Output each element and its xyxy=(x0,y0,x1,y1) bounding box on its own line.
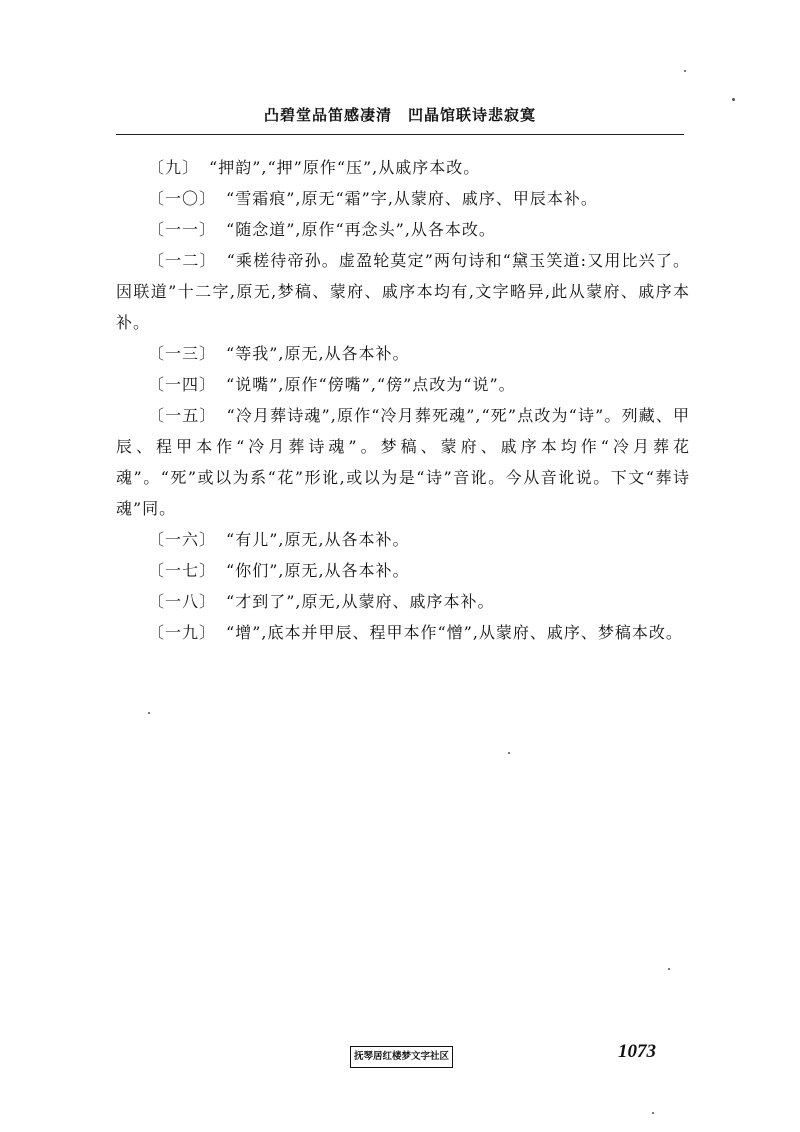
note-text: “乘槎待帝孙。虚盈轮莫定”两句诗和“黛玉笑道:又用比兴了。因联道”十二字,原无,梦稿、蒙府、戚序本均有,文字略异,此从蒙府、戚序本补。 xyxy=(116,251,690,332)
note-text: “才到了”,原无,从蒙府、戚序本补。 xyxy=(226,592,495,611)
note-number: 〔一四〕 xyxy=(148,375,217,394)
note-text: “你们”,原无,从各本补。 xyxy=(226,561,410,580)
note-13 xyxy=(116,338,690,369)
running-header: 凸碧堂品笛感凄清 凹晶馆联诗悲寂寞 xyxy=(263,106,536,124)
scan-speck xyxy=(684,70,686,72)
note-19 xyxy=(116,617,690,648)
page-number: 1073 xyxy=(618,1041,656,1062)
note-text: “增”,底本并甲辰、程甲本作“憎”,从蒙府、戚序、梦稿本改。 xyxy=(226,623,683,642)
scan-speck xyxy=(668,968,670,970)
note-text: “等我”,原无,从各本补。 xyxy=(226,344,410,363)
note-text: “冷月葬诗魂”,原作“冷月葬死魂”,“死”点改为“诗”。列藏、甲辰、程甲本作“冷月葬诗魂”。梦稿、蒙府、戚序本均作“冷月葬花魂”。“死”或以为系“花”形讹,或以为是“诗”音讹。今从音讹说。下文“葬诗魂”同。 xyxy=(116,406,690,518)
note-number: 〔九〕 xyxy=(148,158,200,177)
note-number: 〔一八〕 xyxy=(148,592,217,611)
note-12 xyxy=(116,245,690,338)
scan-speck xyxy=(732,98,735,101)
note-16 xyxy=(116,524,690,555)
note-text: “押韵”,“押”原作“压”,从戚序本改。 xyxy=(209,158,481,177)
note-number: 〔一〇〕 xyxy=(148,189,217,208)
note-18 xyxy=(116,586,690,617)
note-number: 〔一三〕 xyxy=(148,344,217,363)
note-number: 〔一七〕 xyxy=(148,561,217,580)
header-rule xyxy=(116,134,684,135)
note-14 xyxy=(116,369,690,400)
scan-speck xyxy=(148,712,150,714)
note-number: 〔一五〕 xyxy=(148,406,217,425)
note-9 xyxy=(116,152,690,183)
note-text: “随念道”,原作“再念头”,从各本改。 xyxy=(226,220,496,239)
note-15 xyxy=(116,400,690,524)
note-11 xyxy=(116,214,690,245)
note-10 xyxy=(116,183,690,214)
note-17 xyxy=(116,555,690,586)
note-text: “说嘴”,原作“傍嘴”,“傍”点改为“说”。 xyxy=(226,375,516,394)
watermark-stamp: 抚琴居红楼梦文字社区 xyxy=(350,1046,453,1068)
note-number: 〔一一〕 xyxy=(148,220,217,239)
notes-list xyxy=(116,152,690,648)
scan-speck xyxy=(652,1112,654,1114)
note-text: “有儿”,原无,从各本补。 xyxy=(226,530,410,549)
note-number: 〔一九〕 xyxy=(148,623,217,642)
note-number: 〔一六〕 xyxy=(148,530,217,549)
note-number: 〔一二〕 xyxy=(148,251,217,270)
note-text: “雪霜痕”,原无“霜”字,从蒙府、戚序、甲辰本补。 xyxy=(226,189,598,208)
scan-speck xyxy=(508,752,510,754)
